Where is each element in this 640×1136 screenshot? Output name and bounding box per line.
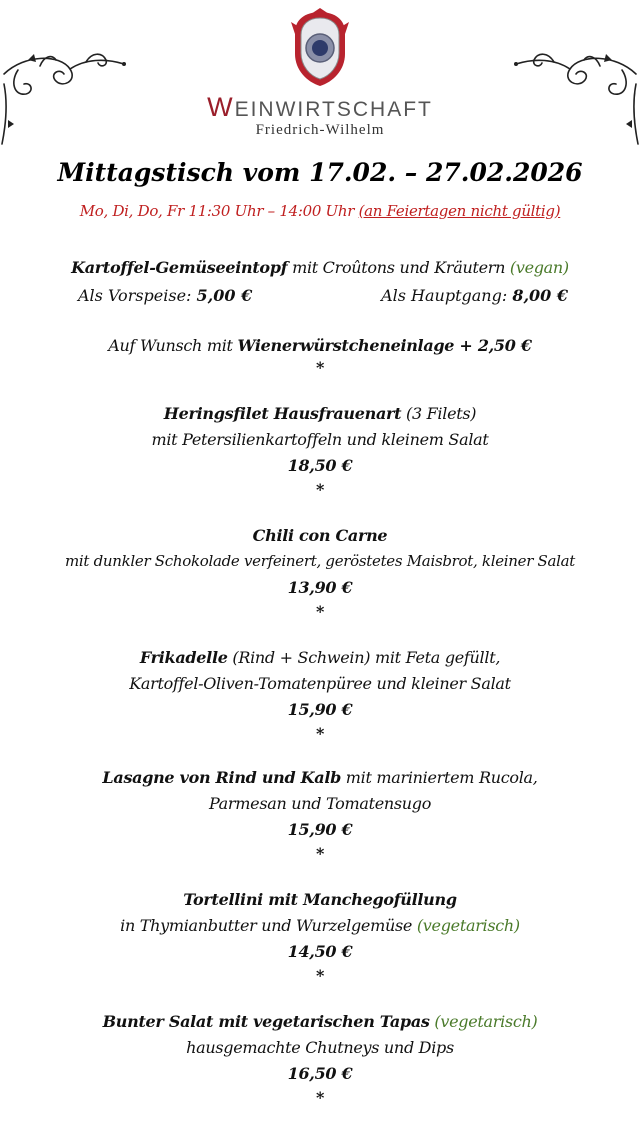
separator-star: * [315, 724, 325, 743]
main-price-value: 8,00 € [512, 286, 568, 305]
dish-description: mit dunkler Schokolade verfeinert, geröstetes Maisbrot, kleiner Salat [64, 552, 576, 570]
menu-item-title [0, 648, 640, 667]
hours-note: (an Feiertagen nicht gültig) [358, 202, 561, 220]
extra-text: Auf Wunsch mit [108, 336, 238, 355]
brand-initial: W [207, 92, 235, 122]
menu-item-title [0, 526, 640, 545]
page-title: Mittagstisch vom 17.02. – 27.02.2026 [57, 158, 583, 187]
separator [0, 966, 640, 985]
menu-item-title [0, 1012, 640, 1031]
starter-price [78, 286, 252, 305]
separator [0, 844, 640, 863]
extra-bold: Wienerwürstcheneinlage + 2,50 € [237, 336, 532, 355]
dish-description: Parmesan und Tomatensugo [208, 794, 432, 813]
dish-price: 16,50 € [287, 1064, 353, 1083]
dish-desc: in Thymianbutter und Wurzelgemüse [120, 916, 417, 935]
dish-description: hausgemachte Chutneys und Dips [186, 1038, 454, 1057]
dish-description: mit Petersilienkartoffeln und kleinem Salat [151, 430, 489, 449]
brand-rest: EINWIRTSCHAFT [234, 98, 433, 121]
dish-name: Lasagne von Rind und Kalb [102, 768, 341, 787]
separator [0, 724, 640, 743]
hours-text: Mo, Di, Do, Fr 11:30 Uhr – 14:00 Uhr [79, 202, 359, 220]
extra-option [0, 336, 640, 355]
separator [0, 602, 640, 621]
main-label: Als Hauptgang: [381, 286, 513, 305]
dish-price: 15,90 € [287, 820, 353, 839]
separator [0, 1088, 640, 1107]
dish-name: Frikadelle [139, 648, 228, 667]
brand-subtitle: Friedrich-Wilhelm [255, 122, 385, 138]
dish-desc: mit Croûtons und Kräutern [287, 258, 510, 277]
dish-name: Heringsfilet Hausfrauenart [163, 404, 402, 423]
dish-description [0, 916, 640, 935]
dish-desc: (Rind + Schwein) mit Feta gefüllt, [227, 648, 501, 667]
dish-price: 14,50 € [287, 942, 353, 961]
dish-price: 15,90 € [287, 700, 353, 719]
separator-star: * [315, 358, 325, 377]
main-price [381, 286, 568, 305]
menu-item-title [0, 890, 640, 909]
dish-price: 13,90 € [287, 578, 353, 597]
separator-star: * [315, 844, 325, 863]
dish-desc: mit mariniertem Rucola, [341, 768, 538, 787]
starter-price-value: 5,00 € [196, 286, 253, 305]
separator-star: * [315, 480, 325, 499]
brand-name [0, 92, 640, 123]
dish-name: Kartoffel-Gemüseeintopf [71, 258, 288, 277]
dish-name: Tortellini mit Manchegofüllung [183, 890, 457, 909]
diet-tag: (vegan) [509, 258, 569, 277]
price-row [78, 286, 568, 308]
diet-tag: (vegetarisch) [434, 1012, 538, 1031]
dish-desc: (3 Filets) [401, 404, 477, 423]
menu-item-title [0, 404, 640, 423]
separator [0, 358, 640, 377]
diet-tag: (vegetarisch) [416, 916, 520, 935]
crest-icon [287, 8, 353, 90]
separator-star: * [315, 1088, 325, 1107]
starter-label: Als Vorspeise: [78, 286, 197, 305]
menu-item-title [0, 258, 640, 277]
dish-name: Bunter Salat mit vegetarischen Tapas [102, 1012, 430, 1031]
dish-name: Chili con Carne [252, 526, 388, 545]
opening-hours [0, 202, 640, 220]
dish-description: Kartoffel-Oliven-Tomatenpüree und kleiner Salat [129, 674, 511, 693]
dish-price: 18,50 € [287, 456, 353, 475]
separator [0, 480, 640, 499]
separator-star: * [315, 602, 325, 621]
menu-item-title [0, 768, 640, 787]
separator-star: * [315, 966, 325, 985]
